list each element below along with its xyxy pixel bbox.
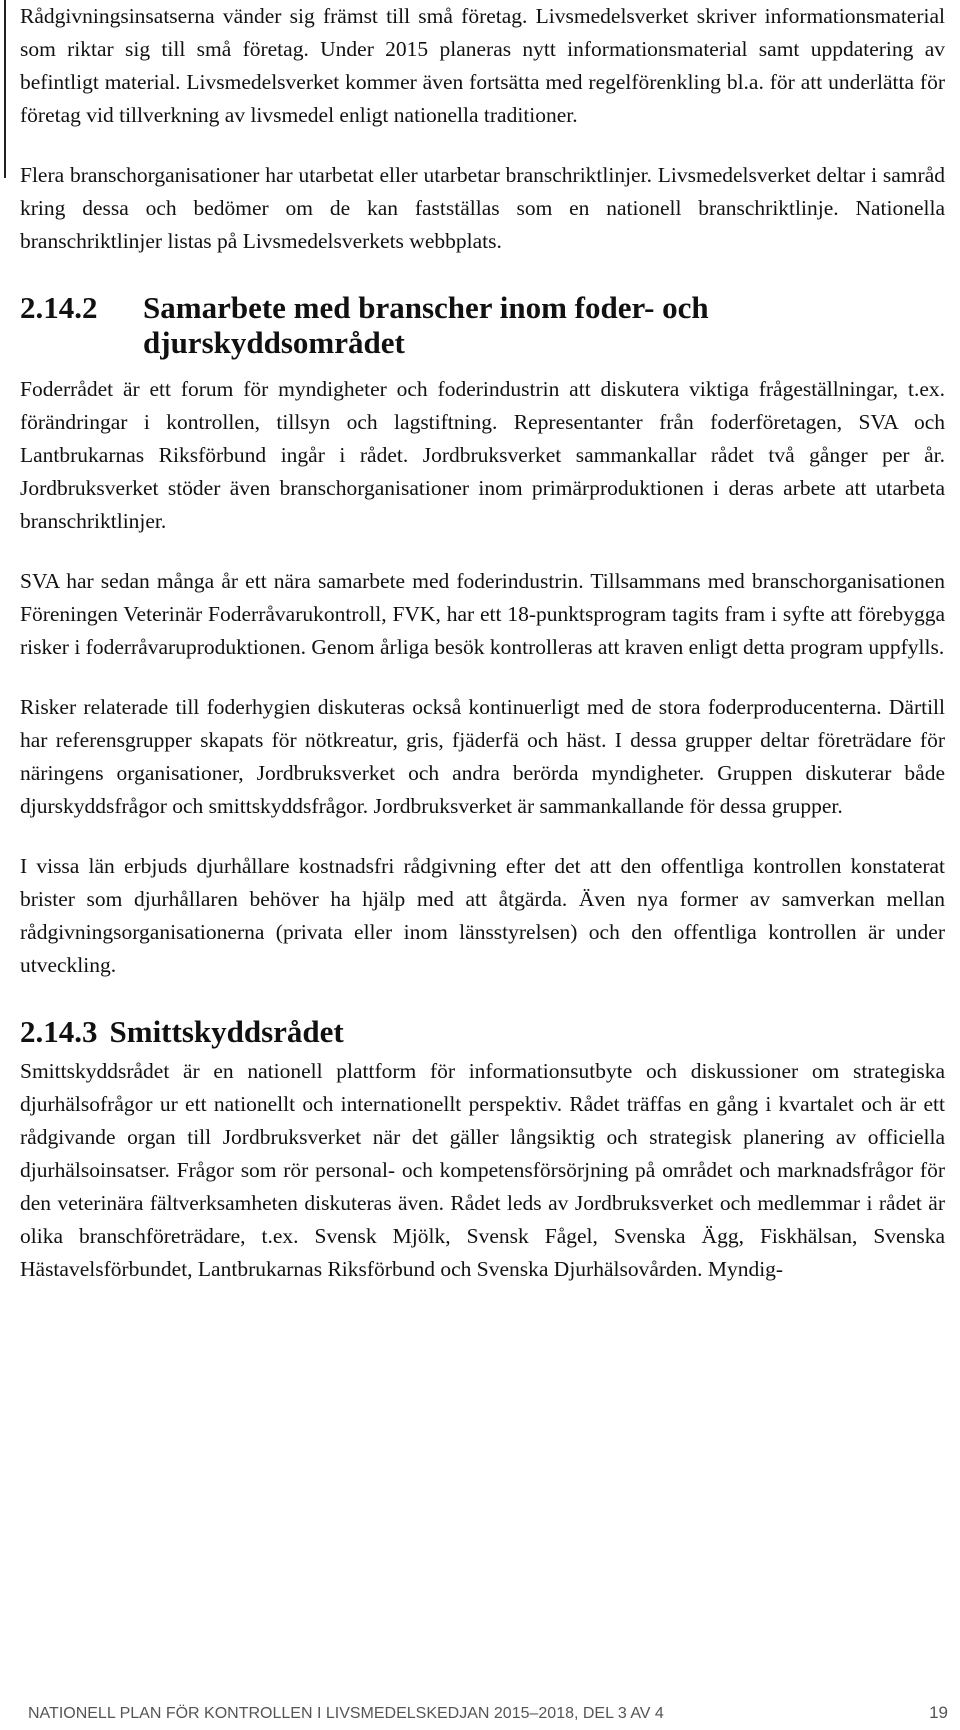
footer-title: NATIONELL PLAN FÖR KONTROLLEN I LIVSMEDELSKEDJAN 2015–2018, DEL 3 AV 4	[28, 1705, 664, 1722]
section-title: Samarbete med branscher inom foder- och djurskyddsområdet	[143, 290, 709, 360]
paragraph-foderradet: Foderrådet är ett forum för myndigheter och foderindustrin att diskutera viktiga frågeställningar, t.ex. förändringar i kontrollen, tillsyn och lagstiftning. Representanter från foderföretagen, SVA och Lantbrukarnas Riksförbund ingår i rådet. Jordbruksverket sammankallar rådet två gånger per år. Jordbruksverket stöder även branschorganisationer inom primärproduktionen i deras arbete att utarbeta branschriktlinjer.	[20, 377, 945, 533]
change-bar	[4, 0, 6, 178]
section-heading-2-14-3	[20, 1014, 945, 1049]
page-number: 19	[929, 1703, 948, 1722]
paragraph-small-business-advice: Rådgivningsinsatserna vänder sig främst till små företag. Livsmedelsverket skriver informationsmaterial som riktar sig till små företag. Under 2015 planeras nytt informationsmaterial samt uppdatering av befintligt material. Livsmedelsverket kommer även fortsätta med regelförenkling bl.a. för att underlätta för företag vid tillverkning av livsmedel enligt nationella traditioner.	[20, 4, 945, 127]
section-heading-2-14-2	[20, 290, 945, 360]
section-number: 2.14.2	[20, 290, 98, 325]
page-content	[20, 0, 945, 1286]
paragraph-free-advice: I vissa län erbjuds djurhållare kostnadsfri rådgivning efter det att den offentliga kontrollen konstaterat brister som djurhållaren behöver ha hjälp med att åtgärda. Även nya former av samverkan mellan rådgivningsorganisationerna (privata eller inom länsstyrelsen) och den offentliga kontrollen är under utveckling.	[20, 854, 945, 977]
section-title: Smittskyddsrådet	[109, 1014, 344, 1049]
paragraph-industry-guidelines: Flera branschorganisationer har utarbetat eller utarbetar branschriktlinjer. Livsmedelsverket deltar i samråd kring dessa och bedömer om de kan fastställas som en nationell branschriktlinje. Nationella branschriktlinjer listas på Livsmedelsverkets webbplats.	[20, 163, 945, 253]
section-number: 2.14.3	[20, 1014, 98, 1049]
page-footer	[28, 1703, 948, 1723]
paragraph-sva-cooperation: SVA har sedan många år ett nära samarbete med foderindustrin. Tillsammans med branschorganisationen Föreningen Veterinär Foderråvarukontroll, FVK, har ett 18-punktsprogram tagits fram i syfte att förebygga risker i foderråvaruproduktionen. Genom årliga besök kontrolleras att kraven enligt detta program uppfylls.	[20, 569, 945, 659]
paragraph-feed-hygiene-risks: Risker relaterade till foderhygien diskuteras också kontinuerligt med de stora foderproducenterna. Därtill har referensgrupper skapats för nötkreatur, gris, fjäderfä och häst. I dessa grupper deltar företrädare för näringens organisationer, Jordbruksverket och andra berörda myndigheter. Gruppen diskuterar både djurskyddsfrågor och smittskyddsfrågor. Jordbruksverket är sammankallande för dessa grupper.	[20, 695, 945, 818]
paragraph-smittskyddsradet: Smittskyddsrådet är en nationell plattform för informationsutbyte och diskussioner om strategiska djurhälsofrågor ur ett nationellt och internationellt perspektiv. Rådet träffas en gång i kvartalet och är ett rådgivande organ till Jordbruksverket när det gäller långsiktig och strategisk planering av officiella djurhälsoinsatser. Frågor som rör personal- och kompetensförsörjning på området och marknadsfrågor för den veterinära fältverksamheten diskuteras även. Rådet leds av Jordbruksverket och medlemmar i rådet är olika branschföreträdare, t.ex. Svensk Mjölk, Svensk Fågel, Svenska Ägg, Fiskhälsan, Svenska Hästavelsförbundet, Lantbrukarnas Riksförbund och Svenska Djurhälsovården. Myndig-	[20, 1059, 945, 1281]
